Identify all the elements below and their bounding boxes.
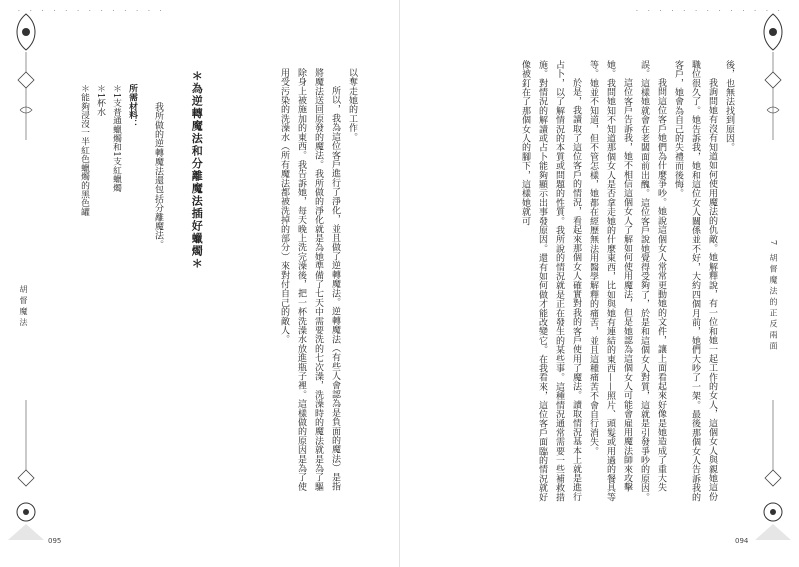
paragraph: 所以，我為這位客戶進行了淨化，並且做了逆轉魔法。逆轉魔法（有些人會認為是負面的魔法）是指將魔法送回原發的魔法。我所做的淨化就是為她準備了七天中需要洗的七次澡，洗澡時的魔法就是為了驅除身上被施加的東西。我告訴她，每天晚上洗完澡後，把一杯洗澡水放進瓶子裡。這樣做的原因是為了使用受污染的洗澡水（所有魔法都被洗掉的部分）來對付自己的敵人。 [279, 68, 340, 492]
left-bottom-ornament [8, 400, 44, 540]
materials-title: 所需材料： [127, 84, 137, 128]
section-intro: 我所做的逆轉魔法還包括分離魔法。 [153, 102, 163, 250]
list-item: ＊1支普通蠟燭和1支紅蠟燭 [111, 84, 121, 192]
materials-list [76, 84, 140, 344]
list-item: ＊能夠浸沒一半紅色蠟燭的黑色罐 [79, 84, 89, 216]
paragraph: 以奪走她的工作。 [347, 68, 357, 142]
paragraph: 於是，我讀取了這位客戶的情況，看起來那個女人確實對我的客戶使用了魔法。讀取情況基本上就是進行占卜，以了解情況的本質或問題的性質。我所說的情況就是正在發生的某些事。這種情況通常需要一些補救措施。對情況的解讀或占卜能夠顯示出事發原因。還有如何做才能改變它。在我看來，這位客戶面臨的情況就好像被釘在了那個女人的腳下，這樣她就可 [520, 60, 581, 502]
left-side-ornament [8, 12, 44, 142]
list-item: ＊1杯水 [95, 84, 105, 116]
paragraph: 我詢問她有沒有知道如何使用魔法的仇敵。她解釋說，有一位和她一起工作的女人，這個女人與親她這份職位很久了。她告訴我，她和這位女人關係並不好，大約四個月前，她們大吵了一架。最後那個女人告訴我的客戶，她會為自己的失禮而後悔。 [673, 60, 717, 502]
right-bottom-ornament [755, 400, 791, 540]
paragraph: 後，也無法找到原因。 [724, 60, 734, 152]
section-heading: ＊為逆轉魔法和分離魔法插好蠟燭＊ [190, 70, 204, 270]
paragraph: 我問這位客戶她們為什麼爭吵。她說這個女人常常更動她的文件，讓上面看起來好像是她造成了重大失誤。這樣她就會在老闆面前出醜。這位客戶說她覺得受夠了，於是和這個女人對質，這就是引發爭吵的原因。 [639, 60, 666, 502]
page-number-left: 095 [48, 537, 62, 545]
page-number-right: 094 [735, 537, 749, 545]
running-head-left: 胡督魔法 [19, 285, 28, 329]
top-dotted-border: · · · · · · · · · · · · · [18, 8, 166, 15]
right-page [400, 0, 799, 567]
top-dotted-border: · · · · · · · · · · · · · [636, 8, 784, 15]
right-body-text [432, 60, 737, 505]
right-side-ornament [755, 12, 791, 142]
paragraph: 這位客戶告訴我，她不相信這個女人了解如何使用魔法，但是她認為這個女人可能會雇用魔法師來攻擊她。我問她知不知道那個女人是否拿走她的什麼東西，比如與她有連結的東西——照片、頭髮或用過的餐具等等。她並不知道，但不管怎樣，她都在經歷無法用醫學解釋的痛苦，並且這種痛苦不會自行消失。 [588, 60, 632, 502]
left-body-text [232, 68, 360, 498]
running-head-right: 7 胡督魔法的正反兩面 [769, 240, 778, 353]
